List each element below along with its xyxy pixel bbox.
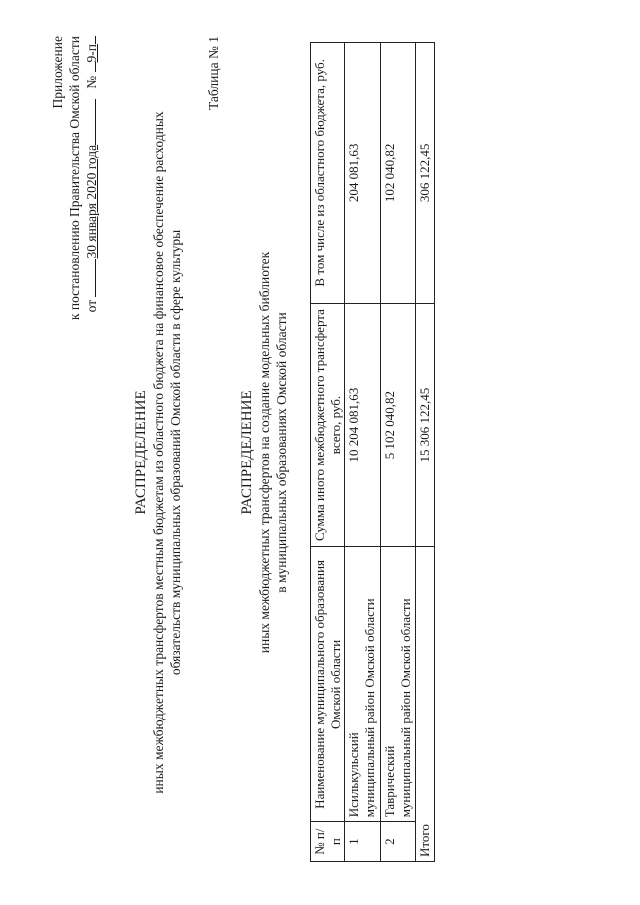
distribution-heading-2: РАСПРЕДЕЛЕНИЕ <box>239 390 255 515</box>
row-num: 2 <box>380 822 416 862</box>
table-header-row <box>311 43 345 862</box>
distribution-heading-1: РАСПРЕДЕЛЕНИЕ <box>133 390 149 515</box>
date-blank-left <box>95 259 96 297</box>
date-blank-right <box>95 99 96 145</box>
row-num: 1 <box>345 822 381 862</box>
distribution-subtitle-2-line2: в муниципальных образованиях Омской области <box>273 312 289 593</box>
row-name <box>345 547 381 822</box>
decree-date: 30 января 2020 года <box>83 144 99 259</box>
total-sum: 15 306 122,45 <box>416 303 435 547</box>
table-row <box>380 43 416 862</box>
row-name-line2: муниципальный район Омской области <box>362 598 378 818</box>
decree-number: 9-п <box>83 44 99 63</box>
allocation-table <box>310 42 435 862</box>
total-label: Итого <box>416 547 435 862</box>
table-row <box>345 43 381 862</box>
header-num: № п/п <box>311 822 345 862</box>
distribution-subtitle-1-line1: иных межбюджетных трансфертов местным бюджетам из областного бюджета на финансовое обеспечение расходных <box>150 111 166 794</box>
number-blank-right <box>95 36 96 44</box>
row-total: 5 102 040,82 <box>380 303 416 547</box>
distribution-title-2 <box>238 0 291 905</box>
row-name <box>380 547 416 822</box>
appendix-date-number <box>84 36 101 320</box>
row-name-line1: Таврический <box>381 745 397 818</box>
header-total: Сумма иного межбюджетного трансферта всего, руб. <box>311 303 345 547</box>
date-prefix: от <box>83 299 99 313</box>
appendix-decree-ref: к постановлению Правительства Омской области <box>66 36 82 321</box>
row-name-line1: Исилькульский <box>346 732 362 818</box>
row-name-line2: муниципальный район Омской области <box>397 598 413 818</box>
distribution-subtitle-2-line1: иных межбюджетных трансфертов на создание модельных библиотек <box>256 251 272 654</box>
appendix-title: Приложение <box>50 36 65 109</box>
appendix-header <box>50 36 101 320</box>
number-prefix: № <box>83 75 99 89</box>
total-regional: 306 122,45 <box>416 43 435 304</box>
row-total: 10 204 081,63 <box>345 303 381 547</box>
distribution-title-1 <box>132 0 185 905</box>
table-total-row <box>416 43 435 862</box>
row-regional: 204 081,63 <box>345 43 381 304</box>
number-blank-left <box>95 62 96 72</box>
row-regional: 102 040,82 <box>380 43 416 304</box>
distribution-subtitle-1-line2: обязательств муниципальных образований Омской области в сфере культуры <box>167 229 183 676</box>
header-regional: В том числе из областного бюджета, руб. <box>311 43 345 304</box>
table-number-label: Таблица № 1 <box>206 36 221 110</box>
header-name: Наименование муниципального образования Омской области <box>311 547 345 822</box>
